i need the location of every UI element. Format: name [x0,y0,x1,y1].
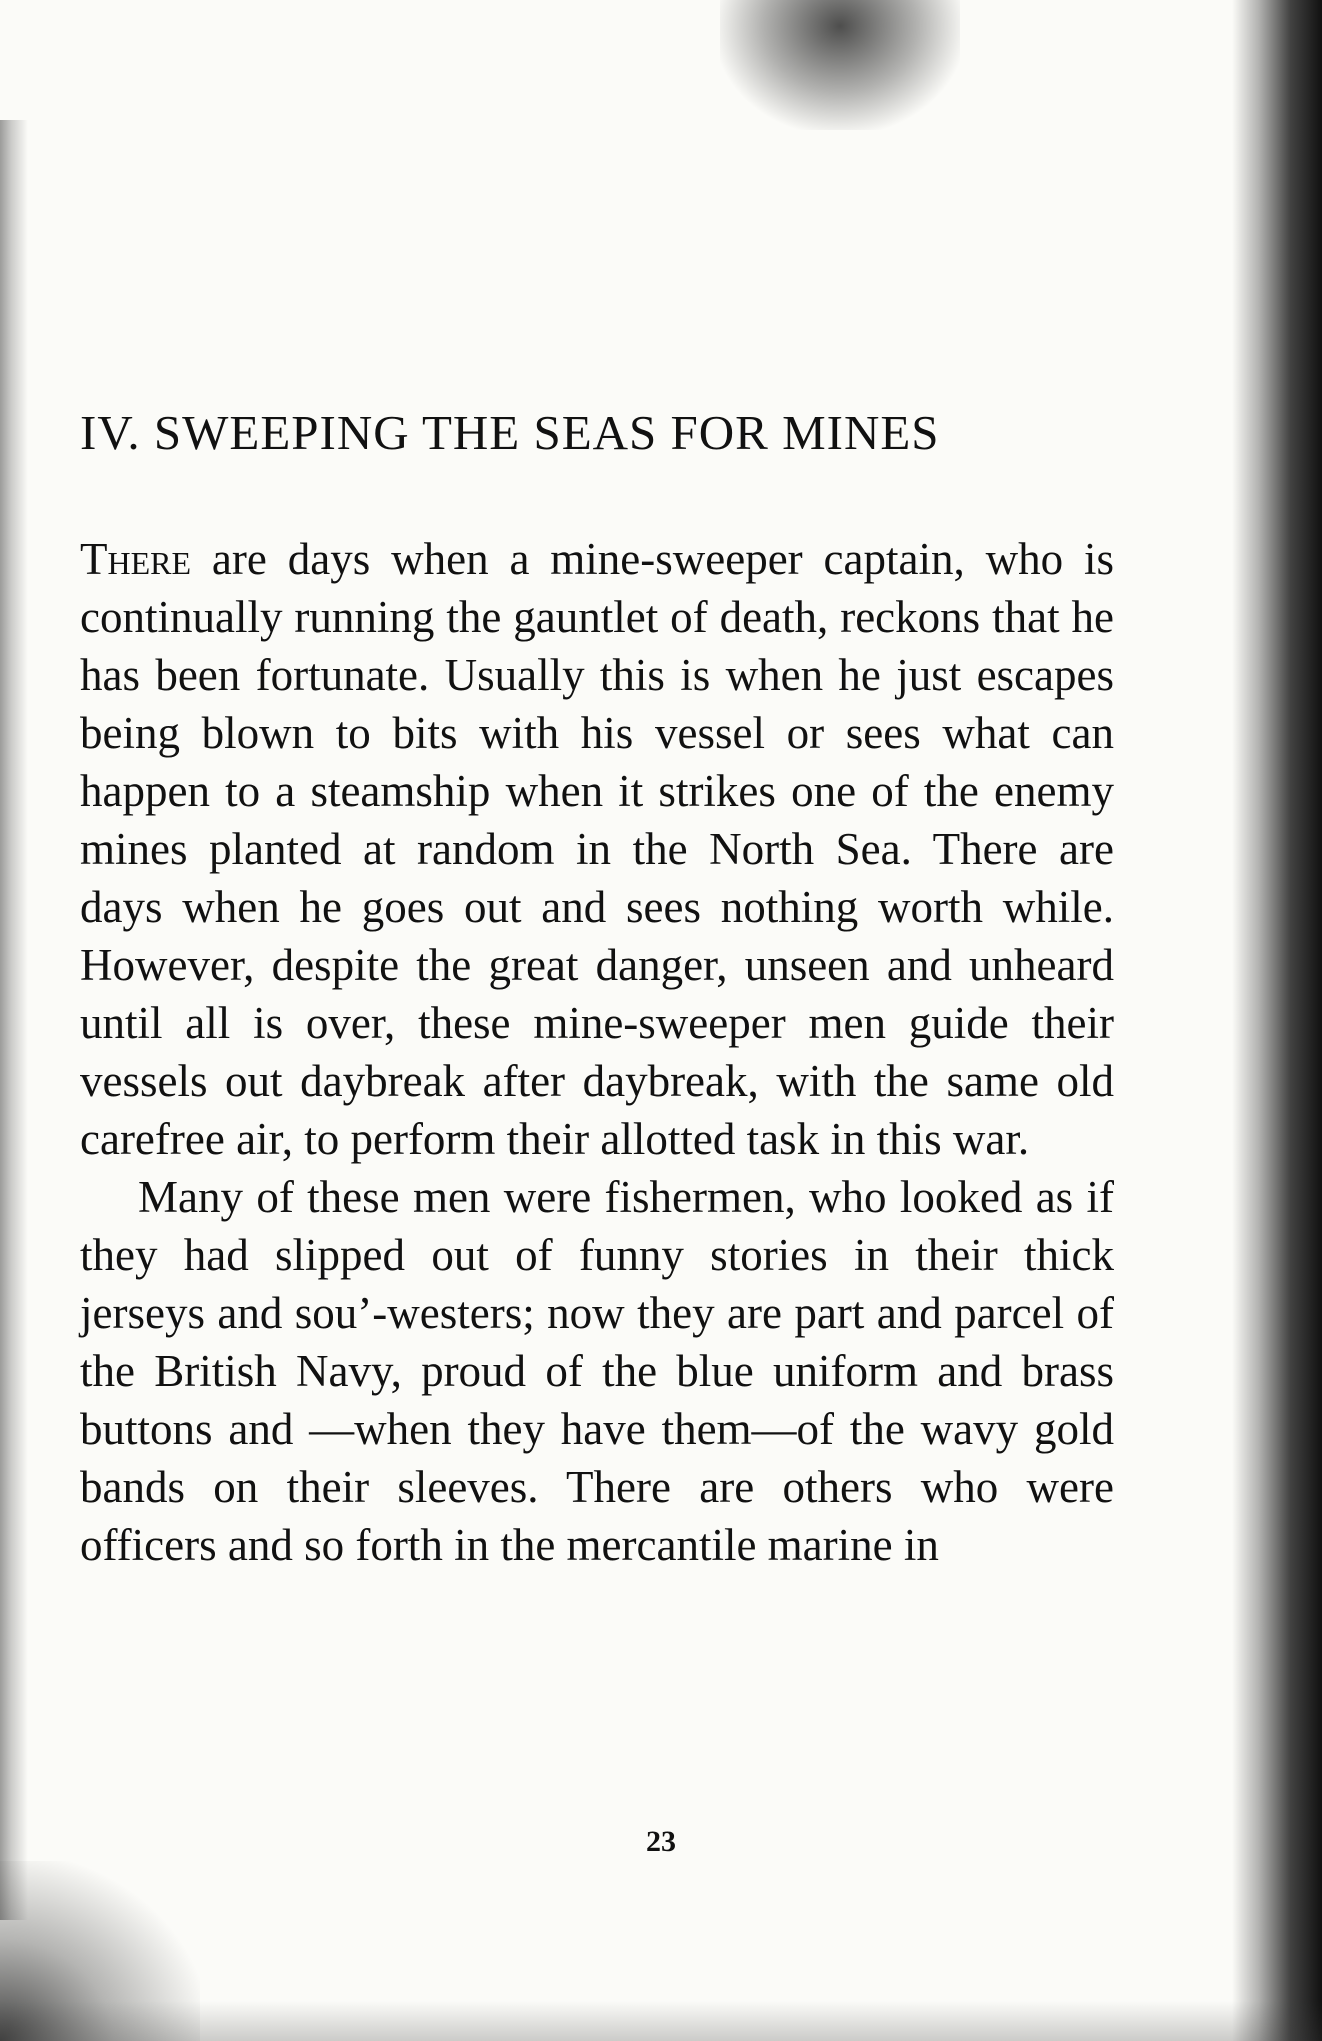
scan-edge-left [0,120,28,1920]
page-number: 23 [646,1825,676,1858]
paragraph-1 [80,530,1114,1168]
scan-edge-right [1232,0,1322,2041]
paragraph-1-lead: There [80,534,192,584]
chapter-title: IV. SWEEPING THE SEAS FOR MINES [80,405,940,460]
paragraph-1-text: are days when a mine-sweeper captain, who is continually running the gauntlet of death, reckons that he has been fortunate. Usually this is when he just escapes being blown to bits with his vessel or sees what can happen to a steamship when it strikes one of the enemy mines planted at random in the North Sea. There are days when he goes out and sees nothing worth while. However, despite the great danger, unseen and unheard until all is over, these mine-sweeper men guide their vessels out daybreak after daybreak, with the same old carefree air, to perform their allotted task in this war. [80,534,1114,1164]
paragraph-2: Many of these men were fishermen, who looked as if they had slipped out of funny stories in their thick jerseys and sou’-westers; now they are part and parcel of the British Navy, proud of the blue uniform and brass buttons and —when they have them—of the wavy gold bands on their sleeves. There are others who were officers and so forth in the mercantile marine in [80,1172,1114,1570]
scan-edge-bottom [0,2001,1322,2041]
scan-smudge-top [720,0,960,130]
body-text [80,530,1114,1574]
